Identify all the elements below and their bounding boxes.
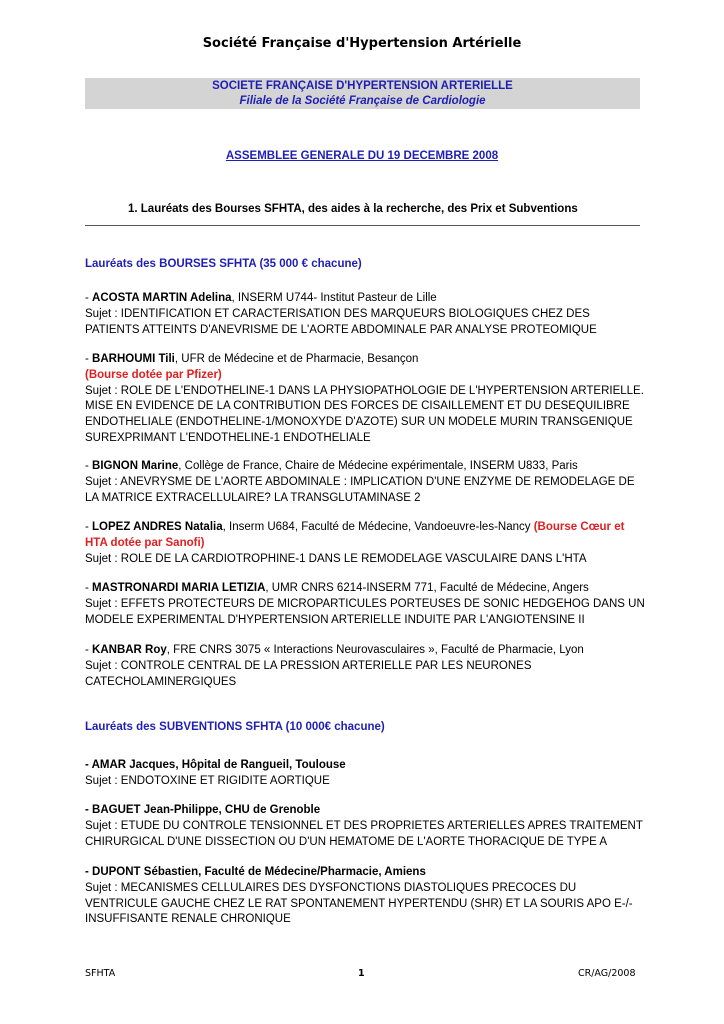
laureate-subject: Sujet : ENDOTOXINE ET RIGIDITE AORTIQUE [85,774,330,787]
society-banner [85,78,640,109]
entry-dash: - [85,460,93,472]
laureate-affiliation: , UMR CNRS 6214-INSERM 771, Faculté de Médecine, Angers [265,582,589,594]
laureate-name: - BAGUET Jean-Philippe, CHU de Grenoble [85,804,321,816]
laureate-subject: Sujet : IDENTIFICATION ET CARACTERISATION DES MARQUEURS BIOLOGIQUES CHEZ DES PATIENTS ATTEINTS D'ANEVRISME DE L'AORTE ABDOMINALE PAR ANALYSE PROTEOMIQUE [85,307,597,336]
laureate-affiliation: , INSERM U744- Institut Pasteur de Lille [231,292,437,304]
entry-dash: - [85,521,93,533]
laureate-subject: Sujet : ROLE DE L'ENDOTHELINE-1 DANS LA PHYSIOPATHOLOGIE DE L'HYPERTENSION ARTERIELLE. MISE EN EVIDENCE DE LA CONTRIBUTION DES FORCES DE CISAILLEMENT ET DU DESEQUILIBRE ENDOTHELIALE (ENDOTHELINE-1/MONOXYDE D'AZOTE) SUR UN MODELE MURIN TRANSGENIQUE SUREXPRIMANT L'ENDOTHELINE-1 ENDOTHELIALE [85,384,644,444]
laureate-name: - DUPONT Sébastien, Faculté de Médecine/Pharmacie, Amiens [85,866,426,878]
section-divider [85,225,640,226]
entry-dash: - [85,292,93,304]
laureate-subject: Sujet : MECANISMES CELLULAIRES DES DYSFONCTIONS DIASTOLIQUES PRECOCES DU VENTRICULE GAUCHE CHEZ LE RAT SPONTANEMENT HYPERTENDU (SHR) ET LA SOURIS APO E-/- INSUFFISANTE RENALE CHRONIQUE [85,881,633,926]
laureate-affiliation: , UFR de Médecine et de Pharmacie, Besançon [174,353,419,365]
subvention-entry [85,865,645,928]
banner-line-1: SOCIETE FRANÇAISE D'HYPERTENSION ARTERIELLE [212,80,513,92]
laureate-name: LOPEZ ANDRES Natalia [92,521,223,533]
entry-dash: - [85,644,93,656]
bourse-entry [85,520,645,567]
sponsor-note: (Bourse dotée par Pfizer) [85,368,222,381]
laureate-affiliation: , FRE CNRS 3075 « Interactions Neurovasculaires », Faculté de Pharmacie, Lyon [166,644,584,656]
section-heading: 1. Lauréats des Bourses SFHTA, des aides à la recherche, des Prix et Subventions [128,203,578,215]
laureate-name: KANBAR Roy [92,644,167,656]
footer-left: SFHTA [85,968,116,979]
bourse-entry [85,352,645,447]
footer-right: CR/AG/2008 [578,968,636,979]
laureate-name: ACOSTA MARTIN Adelina [92,292,232,304]
laureate-name: BARHOUMI Tili [92,353,175,365]
page-title: Société Française d'Hypertension Artérielle [202,36,522,51]
subvention-entry [85,803,645,850]
bourse-entry [85,291,645,338]
laureate-subject: Sujet : ANEVRYSME DE L'AORTE ABDOMINALE : IMPLICATION D'UNE ENZYME DE REMODELAGE DE LA MATRICE EXTRACELLULAIRE? LA TRANSGLUTAMINASE 2 [85,475,635,504]
laureate-name: - AMAR Jacques, Hôpital de Rangueil, Toulouse [85,759,346,771]
entry-dash: - [85,582,93,594]
subvention-entry [85,758,645,790]
subventions-heading: Lauréats des SUBVENTIONS SFHTA (10 000€ chacune) [85,721,385,733]
laureate-subject: Sujet : ROLE DE LA CARDIOTROPHINE-1 DANS LE REMODELAGE VASCULAIRE DANS L'HTA [85,552,587,565]
laureate-affiliation: , Collège de France, Chaire de Médecine expérimentale, INSERM U833, Paris [178,460,578,472]
sponsor-note: (Bourse Cœur et HTA dotée par Sanofi) [85,521,625,549]
bourse-entry [85,581,645,628]
laureate-name: BIGNON Marine [92,460,179,472]
laureate-subject: Sujet : EFFETS PROTECTEURS DE MICROPARTICULES PORTEUSES DE SONIC HEDGEHOG DANS UN MODELE EXPERIMENTAL D'HYPERTENSION ARTERIELLE INDUITE PAR L'ANGIOTENSINE II [85,597,645,626]
banner-line-2: Filiale de la Société Française de Cardiologie [239,94,486,107]
assembly-title: ASSEMBLEE GENERALE DU 19 DECEMBRE 2008 [225,150,499,162]
laureate-affiliation: , Inserm U684, Faculté de Médecine, Vandoeuvre-les-Nancy [222,521,534,533]
laureate-subject: Sujet : CONTROLE CENTRAL DE LA PRESSION ARTERIELLE PAR LES NEURONES CATECHOLAMINERGIQUES [85,659,532,688]
bourses-heading: Lauréats des BOURSES SFHTA (35 000 € chacune) [85,258,362,270]
bourse-entry [85,459,645,506]
page-number: 1 [358,968,365,979]
laureate-name: MASTRONARDI MARIA LETIZIA [92,582,266,594]
laureate-subject: Sujet : ETUDE DU CONTROLE TENSIONNEL ET DES PROPRIETES ARTERIELLES APRES TRAITEMENT CHIRURGICAL D'UNE DISSECTION OU D'UN HEMATOME DE L'AORTE THORACIQUE DE TYPE A [85,819,643,848]
entry-dash: - [85,353,93,365]
bourse-entry [85,643,645,690]
